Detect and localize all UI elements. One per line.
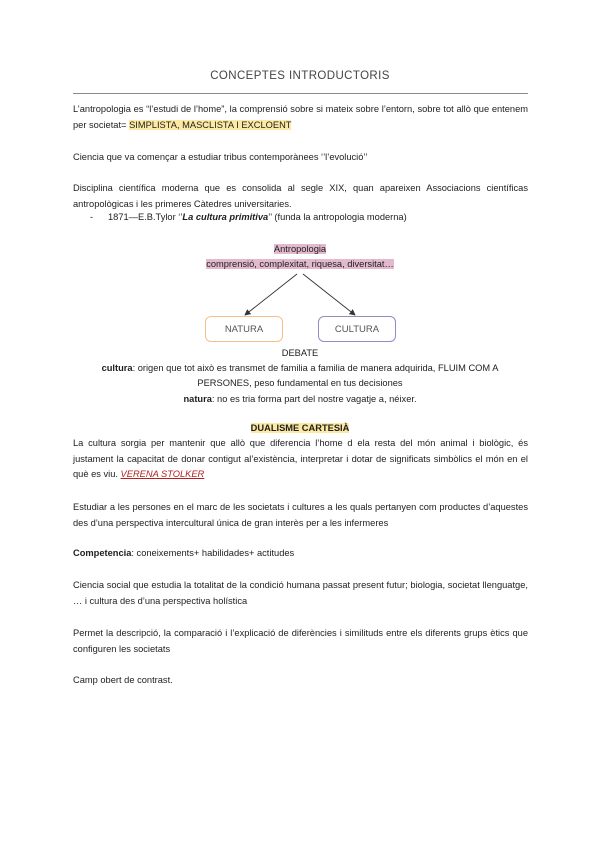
- diagram-top-label: Antropologia: [273, 244, 327, 254]
- cultura-box: CULTURA: [318, 316, 396, 342]
- paragraph-discipline: Disciplina científica moderna que es consolida al segle XIX, quan apareixen Associacions científicas antropològicas i les primeres Càtedres universitaries.: [73, 183, 528, 209]
- paragraph-contrast: Camp obert de contrast.: [73, 675, 173, 685]
- page-title: CONCEPTES INTRODUCTORIS: [210, 70, 390, 82]
- dualisme-title: DUALISME CARTESIÀ: [250, 423, 350, 433]
- natura-box: NATURA: [205, 316, 283, 342]
- arrow-to-natura: [245, 274, 297, 315]
- bullet-suffix: ’’ (funda la antropologia moderna): [268, 212, 407, 222]
- paragraph-study: Estudiar a les persones en el marc de les societats i cultures a les quals pertanyen com productes d’aquestes des d’una perspectiva intercultural única de gran interès per a les infermeres: [73, 502, 528, 528]
- paragraph-social-science: Ciencia social que estudia la totalitat de la condició humana passat present futur; biologia, societat llenguatge, … i cultura des d’una perspectiva holística: [73, 580, 528, 606]
- intro-text: L’antropologia es “l’estudi de l’home”, la comprensió sobre si mateix sobre l’entorn, sobre tot allò que entenem per societat=: [73, 104, 528, 130]
- natura-term: natura: [183, 394, 212, 404]
- paragraph-description: Permet la descripció, la comparació i l’explicació de diferències i similituds entre els diferents grups ètics que configuren les societats: [73, 628, 528, 654]
- author-link[interactable]: VERENA STOLKER: [120, 469, 205, 479]
- arrow-to-cultura: [303, 274, 355, 315]
- paragraph-evolution: Ciencia que va començar a estudiar tribus contemporànees ‘’l’evolució’’: [73, 152, 368, 162]
- competencia-term: Competencia: [73, 548, 132, 558]
- competencia-line: [73, 546, 528, 562]
- cultura-definition: : origen que tot això es transmet de familia a familia de manera adquirida, FLUIM COM A PERSONES, peso fundamental en tus decisiones: [132, 363, 499, 388]
- debate-natura: [0, 392, 600, 407]
- cultura-term: cultura: [101, 363, 133, 373]
- bullet-marker: -: [90, 212, 94, 222]
- dualisme-heading: [0, 421, 600, 436]
- natura-definition: : no es tria forma part del nostre vagatje a, néixer.: [211, 394, 417, 404]
- dualisme-text: La cultura sorgia per mantenir que allò que diferencia l’home d ela resta del món animal i biològic, és justament la capacitat de donar contigut al’existència, interpretar i dotar de significats simbòlics el món en el què es viu.: [73, 438, 528, 479]
- diagram-sub-label: comprensió, complexitat, riquesa, diversitat…: [206, 259, 394, 269]
- debate-title: DEBATE: [281, 348, 319, 358]
- debate-cultura: [80, 361, 520, 391]
- dualisme-paragraph: [73, 436, 528, 483]
- intro-highlight: SIMPLISTA, MASCLISTA I EXCLOENT: [129, 119, 292, 130]
- bullet-prefix: 1871—E.B.Tylor ‘’: [108, 212, 183, 222]
- bullet-book-title: La cultura primitiva: [182, 212, 269, 222]
- competencia-text: : coneixements+ habilidades+ actitudes: [131, 548, 295, 558]
